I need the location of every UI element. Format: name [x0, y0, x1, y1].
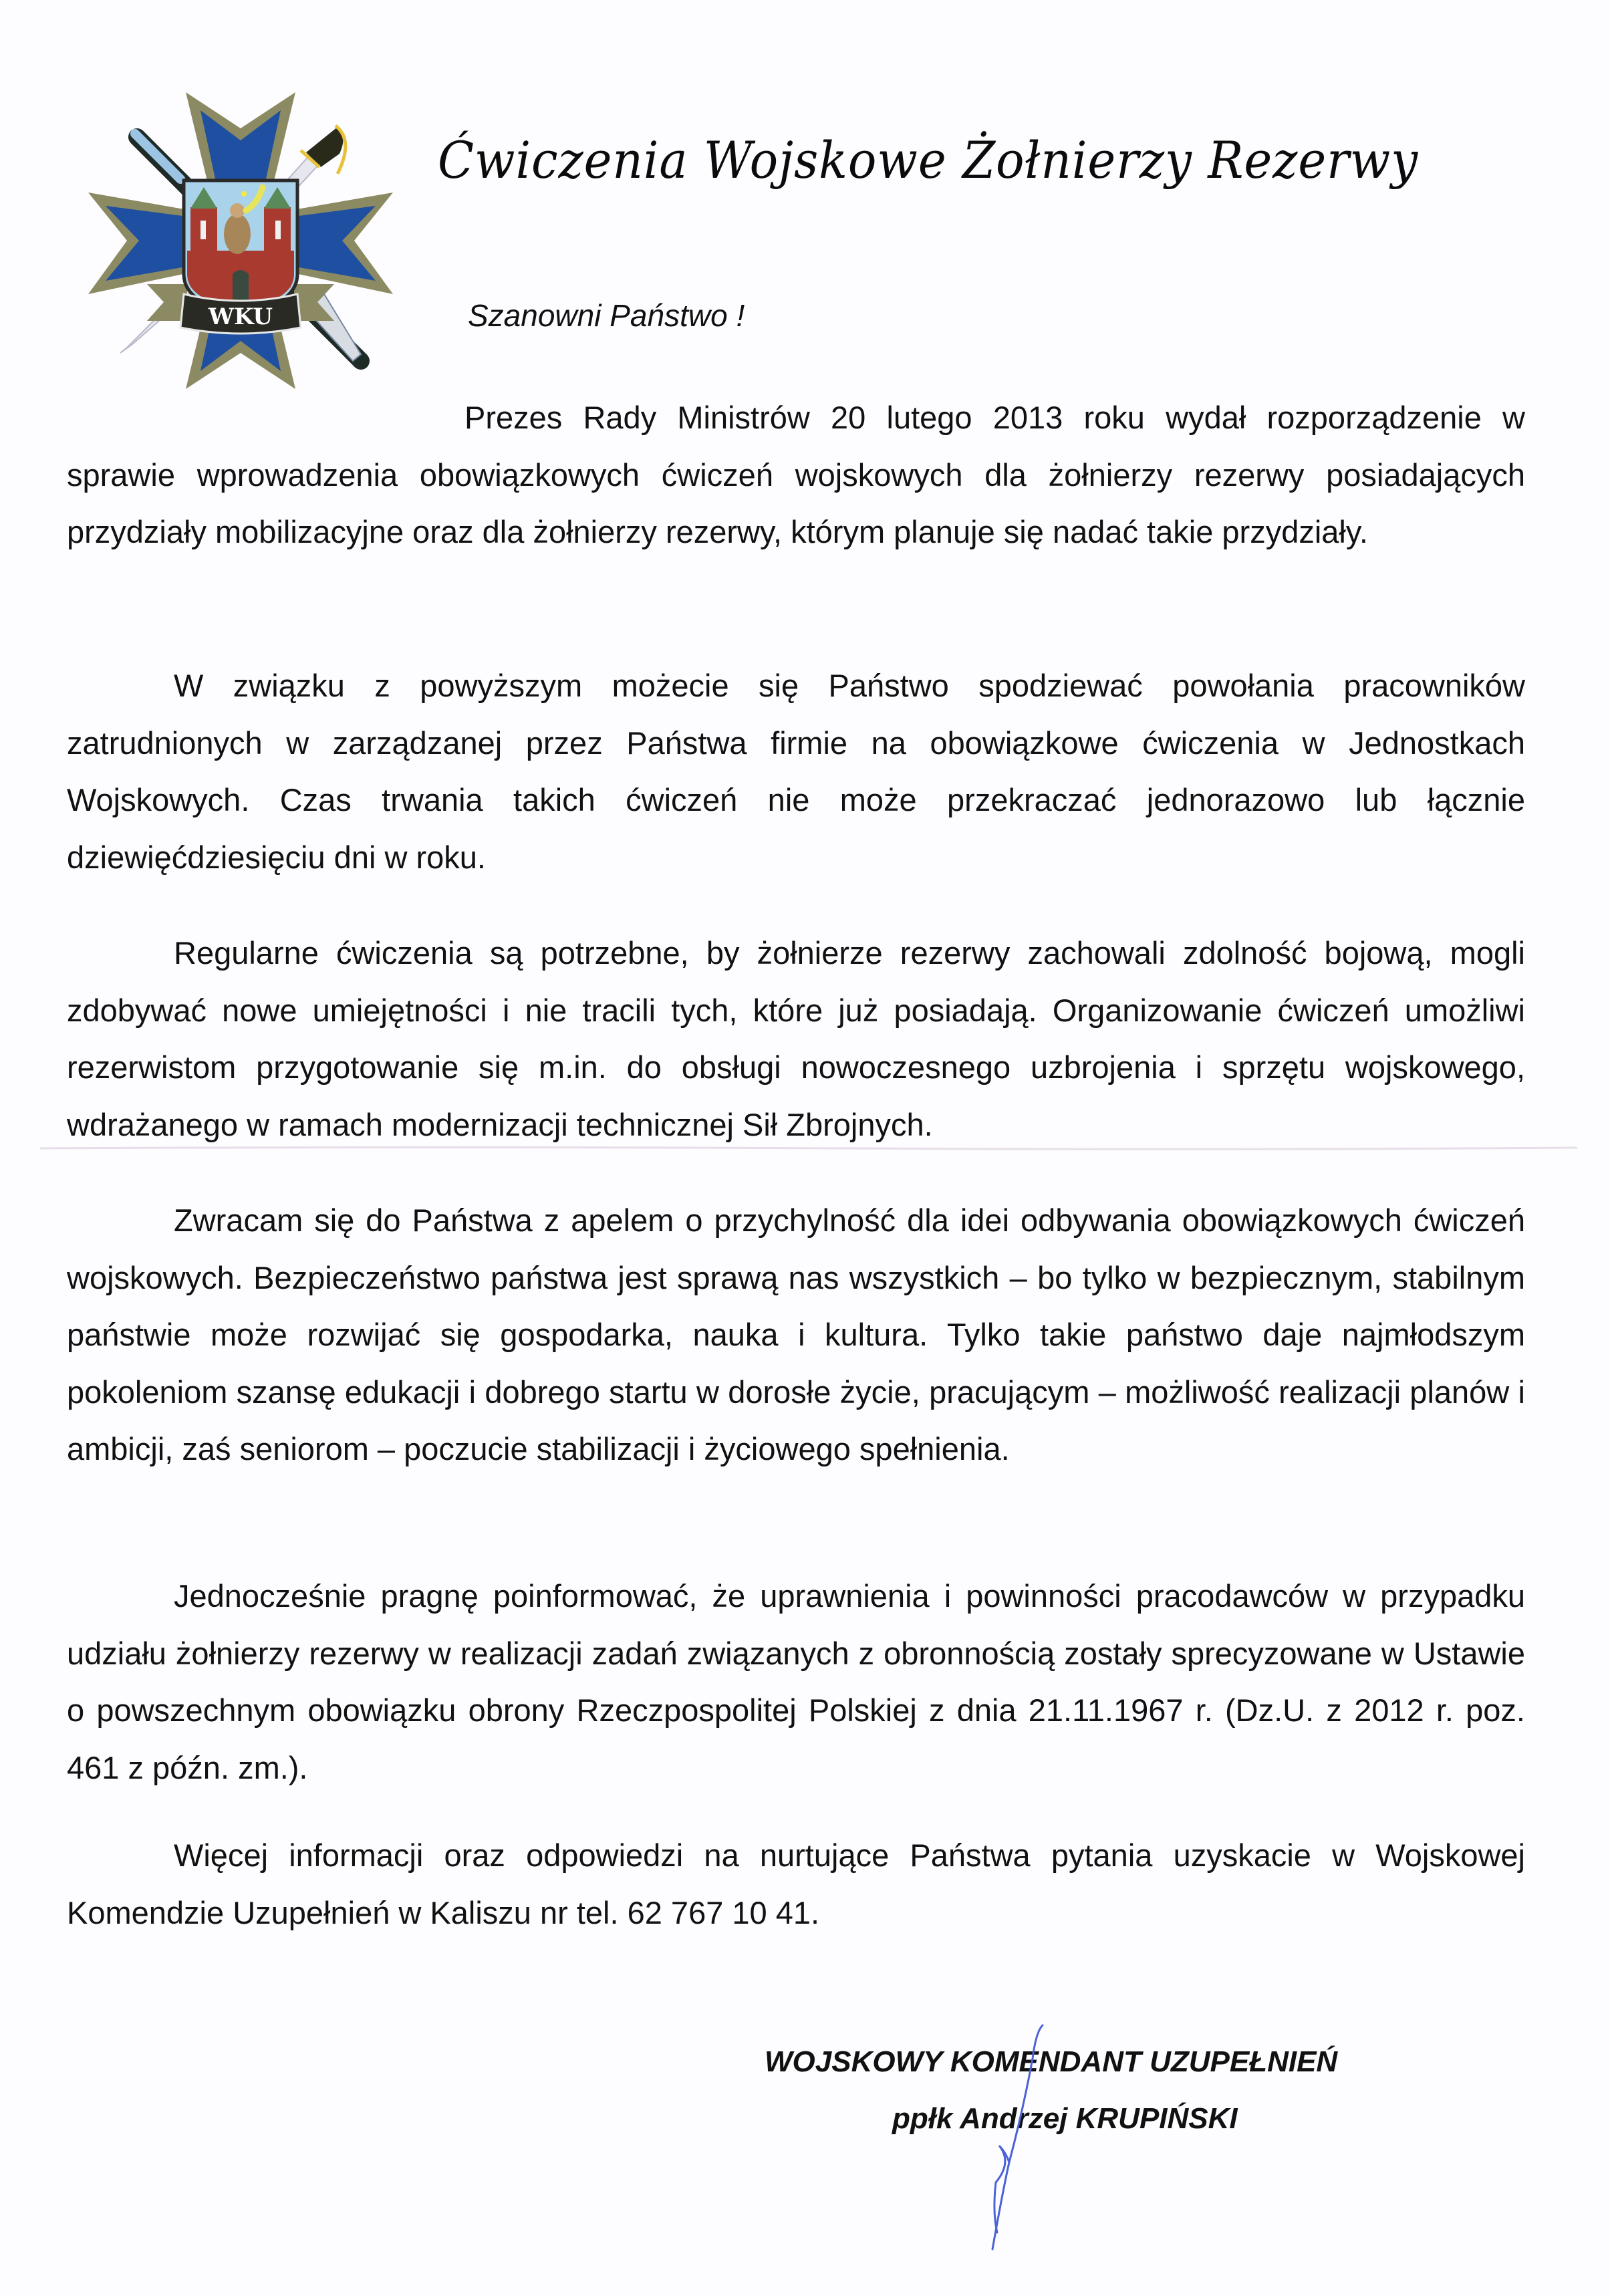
- paragraph: [67, 389, 1525, 561]
- paragraph: [67, 924, 1525, 1153]
- handwritten-signature: [956, 2019, 1089, 2259]
- scan-artifact: [40, 1145, 1577, 1150]
- paragraph-text: Prezes Rady Ministrów 20 lutego 2013 roku wydał rozporządzenie w sprawie wprowadzenia obowiązkowych ćwiczeń wojskowych dla żołnierzy rezerwy posiadających przydziały mobilizacyjne oraz dla żołnierzy rezerwy, którym planuje się nadać takie przydziały.: [67, 400, 1525, 549]
- paragraph: [67, 657, 1525, 886]
- paragraph: [67, 1567, 1525, 1796]
- greeting: Szanowni Państwo !: [468, 298, 745, 333]
- coat-of-arms-icon: [184, 180, 297, 314]
- paragraph-text: W związku z powyższym możecie się Państwo spodziewać powołania pracowników zatrudnionych w zarządzanej przez Państwa firmie na obowiązkowe ćwiczenia w Jednostkach Wojskowych. Czas trwania takich ćwiczeń nie może przekraczać jednorazowo lub łącznie dziewięćdziesięciu dni w roku.: [67, 668, 1525, 875]
- paragraph-text: Więcej informacji oraz odpowiedzi na nurtujące Państwa pytania uzyskacie w Wojskowej Komendzie Uzupełnień w Kaliszu nr tel. 62 767 10 41.: [67, 1837, 1525, 1930]
- paragraph-text: Zwracam się do Państwa z apelem o przychylność dla idei odbywania obowiązkowych ćwiczeń wojskowych. Bezpieczeństwo państwa jest sprawą nas wszystkich – bo tylko w bezpiecznym, stabilnym państwie może rozwijać się gospodarka, nauka i kultura. Tylko takie państwo daje najmłodszym pokoleniom szansę edukacji i dobrego startu w dorosłe życie, pracującym – możliwość realizacji planów i ambicji, zaś seniorom – poczucie stabilizacji i życiowego spełnienia.: [67, 1202, 1525, 1466]
- paragraph: [67, 1192, 1525, 1478]
- paragraph-text: Regularne ćwiczenia są potrzebne, by żołnierze rezerwy zachowali zdolność bojową, mogli zdobywać nowe umiejętności i nie tracili tych, które już posiadają. Organizowanie ćwiczeń umożliwi rezerwistom przygotowanie się m.in. do obsługi nowoczesnego uzbrojenia i sprzętu wojskowego, wdrażanego w ramach modernizacji technicznej Sił Zbrojnych.: [67, 935, 1525, 1142]
- logo-text: WKU: [208, 303, 273, 330]
- document-title: Ćwiczenia Wojskowe Żołnierzy Rezerwy: [438, 130, 1419, 190]
- paragraph: [67, 1827, 1525, 1941]
- paragraph-text: Jednocześnie pragnę poinformować, że uprawnienia i powinności pracodawców w przypadku udziału żołnierzy rezerwy w realizacji zadań związanych z obronnością zostały sprecyzowane w Ustawie o powszechnym obowiązku obrony Rzeczpospolitej Polskiej z dnia 21.11.1967 r. (Dz.U. z 2012 r. poz. 461 z późn. zm.).: [67, 1578, 1525, 1785]
- signatory-name: ppłk Andrzej KRUPIŃSKI: [892, 2102, 1238, 2135]
- wku-emblem-logo: [74, 74, 408, 408]
- signatory-title: WOJSKOWY KOMENDANT UZUPEŁNIEŃ: [765, 2045, 1338, 2078]
